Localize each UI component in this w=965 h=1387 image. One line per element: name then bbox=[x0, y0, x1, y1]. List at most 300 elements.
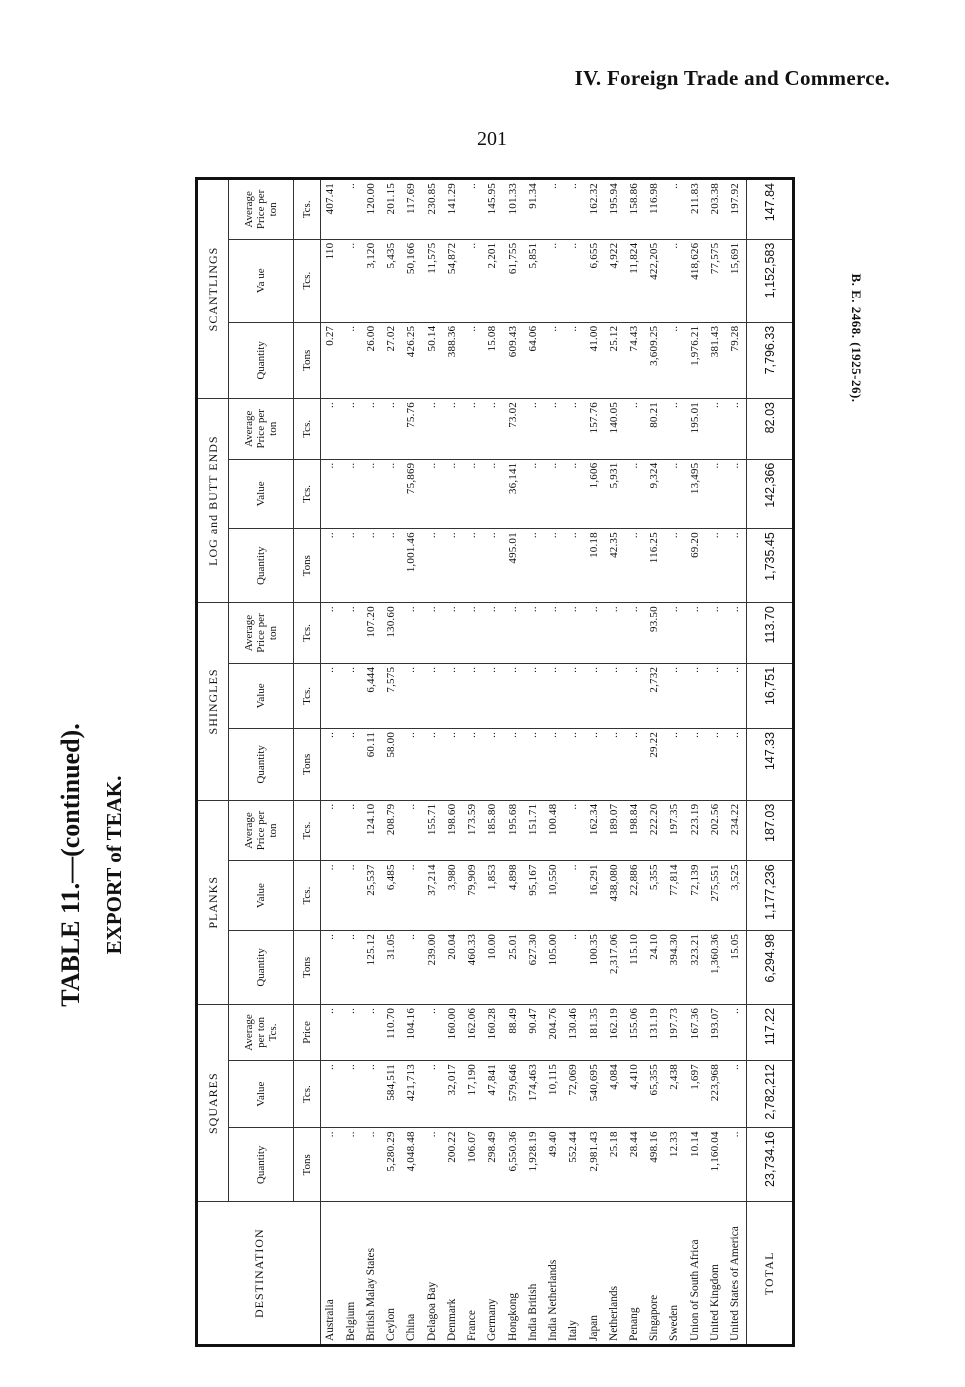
squares-price-cell: .. bbox=[422, 1004, 442, 1060]
table-title: TABLE 11.—(continued). bbox=[56, 723, 85, 1007]
scantlings-value-cell: 110 bbox=[321, 239, 342, 322]
shingles-quantity-cell: .. bbox=[584, 728, 604, 800]
shingles-value-cell: .. bbox=[463, 663, 483, 728]
log-quantity-cell: .. bbox=[341, 529, 361, 603]
value-header: Value bbox=[229, 459, 294, 529]
squares-value-cell: .. bbox=[422, 1061, 442, 1128]
log-value-cell: 36,141 bbox=[503, 459, 523, 529]
shingles-price-cell: 93.50 bbox=[645, 603, 665, 664]
table-row bbox=[645, 179, 665, 1346]
planks-price-cell: 124.10 bbox=[362, 800, 382, 861]
scantlings-value-cell: 2,201 bbox=[483, 239, 503, 322]
average-per-ton-header: Average per ton Tcs. bbox=[229, 1004, 294, 1060]
table-row bbox=[665, 179, 685, 1346]
squares-quantity-cell: .. bbox=[341, 1128, 361, 1202]
scantlings-price-cell: .. bbox=[341, 179, 361, 240]
table-row bbox=[362, 179, 382, 1346]
shingles-quantity-cell: .. bbox=[706, 728, 726, 800]
destination-cell: Penang bbox=[625, 1202, 645, 1346]
squares-value-cell: 540,695 bbox=[584, 1061, 604, 1128]
shingles-quantity-cell: 60.11 bbox=[362, 728, 382, 800]
log-quantity-cell: .. bbox=[706, 529, 726, 603]
squares-price-cell: 130.46 bbox=[564, 1004, 584, 1060]
shingles-price-cell: 130.60 bbox=[382, 603, 402, 664]
planks-price-cell: 162.34 bbox=[584, 800, 604, 861]
squares-value-cell: 1,697 bbox=[685, 1061, 705, 1128]
shingles-value-cell: .. bbox=[584, 663, 604, 728]
planks-quantity-cell: .. bbox=[321, 930, 342, 1004]
shingles-price-cell: .. bbox=[463, 603, 483, 664]
scantlings-price-cell: 116.98 bbox=[645, 179, 665, 240]
running-head: IV. Foreign Trade and Commerce. bbox=[574, 66, 890, 90]
total-planks-value: 1,177,236 bbox=[747, 861, 794, 931]
log-value-cell: 1,606 bbox=[584, 459, 604, 529]
log-value-cell: .. bbox=[726, 459, 747, 529]
log-price-cell: 157.76 bbox=[584, 399, 604, 460]
total-scantlings-value: 1,152,583 bbox=[747, 239, 794, 322]
shingles-price-cell: .. bbox=[523, 603, 543, 664]
planks-value-cell: 16,291 bbox=[584, 861, 604, 931]
average-price-header: Average Price per ton bbox=[229, 399, 294, 460]
log-quantity-cell: 10.18 bbox=[584, 529, 604, 603]
teak-export-table bbox=[195, 177, 795, 1347]
shingles-price-cell: .. bbox=[483, 603, 503, 664]
shingles-price-cell: .. bbox=[665, 603, 685, 664]
squares-price-cell: .. bbox=[341, 1004, 361, 1060]
log-value-cell: .. bbox=[443, 459, 463, 529]
destination-cell: Ceylon bbox=[382, 1202, 402, 1346]
table-subtitle: EXPORT of TEAK. bbox=[102, 775, 126, 955]
destination-cell: Germany bbox=[483, 1202, 503, 1346]
shingles-quantity-cell: .. bbox=[483, 728, 503, 800]
scantlings-value-cell: .. bbox=[463, 239, 483, 322]
planks-value-cell: .. bbox=[321, 861, 342, 931]
scantlings-price-cell: 201.15 bbox=[382, 179, 402, 240]
planks-quantity-cell: .. bbox=[341, 930, 361, 1004]
unit-tcs: Tcs. bbox=[294, 800, 321, 861]
log-quantity-cell: .. bbox=[544, 529, 564, 603]
table-row bbox=[402, 179, 422, 1346]
scantlings-value-cell: 11,575 bbox=[422, 239, 442, 322]
shingles-quantity-cell: .. bbox=[341, 728, 361, 800]
squares-price-cell: 110.70 bbox=[382, 1004, 402, 1060]
scantlings-value-cell: 61,755 bbox=[503, 239, 523, 322]
scantlings-quantity-cell: 426.25 bbox=[402, 322, 422, 398]
table-title-block bbox=[55, 655, 129, 1075]
table-row bbox=[604, 179, 624, 1346]
planks-value-cell: 438,080 bbox=[604, 861, 624, 931]
header-unit-row bbox=[294, 179, 321, 1346]
log-quantity-cell: 116.25 bbox=[645, 529, 665, 603]
unit-tcs: Tcs. bbox=[294, 179, 321, 240]
scantlings-value-cell: 422,205 bbox=[645, 239, 665, 322]
planks-price-cell: .. bbox=[564, 800, 584, 861]
squares-quantity-cell: 200.22 bbox=[443, 1128, 463, 1202]
total-log-value: 142,366 bbox=[747, 459, 794, 529]
scantlings-quantity-cell: 15.08 bbox=[483, 322, 503, 398]
teak-export-table-frame bbox=[195, 177, 795, 1347]
squares-quantity-cell: 106.07 bbox=[463, 1128, 483, 1202]
shingles-value-cell: .. bbox=[685, 663, 705, 728]
destination-cell: Sweden bbox=[665, 1202, 685, 1346]
planks-price-cell: 155.71 bbox=[422, 800, 442, 861]
squares-price-cell: 131.19 bbox=[645, 1004, 665, 1060]
average-price-header: Average Price per ton bbox=[229, 179, 294, 240]
log-value-cell: .. bbox=[625, 459, 645, 529]
planks-quantity-cell: .. bbox=[402, 930, 422, 1004]
scantlings-quantity-cell: 27.02 bbox=[382, 322, 402, 398]
scantlings-value-cell: .. bbox=[544, 239, 564, 322]
log-price-cell: .. bbox=[625, 399, 645, 460]
shingles-value-cell: .. bbox=[443, 663, 463, 728]
total-log-quantity: 1,735.45 bbox=[747, 529, 794, 603]
table-row bbox=[685, 179, 705, 1346]
shingles-value-cell: .. bbox=[604, 663, 624, 728]
scantlings-value-cell: 6,655 bbox=[584, 239, 604, 322]
log-quantity-cell: 42.35 bbox=[604, 529, 624, 603]
table-row bbox=[706, 179, 726, 1346]
planks-price-cell: 222.20 bbox=[645, 800, 665, 861]
scantlings-quantity-cell: .. bbox=[564, 322, 584, 398]
log-quantity-cell: 1,001.46 bbox=[402, 529, 422, 603]
planks-price-cell: .. bbox=[402, 800, 422, 861]
log-quantity-cell: .. bbox=[564, 529, 584, 603]
log-price-cell: 80.21 bbox=[645, 399, 665, 460]
log-value-cell: .. bbox=[341, 459, 361, 529]
squares-quantity-cell: 28.44 bbox=[625, 1128, 645, 1202]
log-price-cell: 195.01 bbox=[685, 399, 705, 460]
planks-price-cell: 208.79 bbox=[382, 800, 402, 861]
log-value-cell: .. bbox=[382, 459, 402, 529]
planks-value-cell: 77,814 bbox=[665, 861, 685, 931]
scantlings-quantity-cell: 388.36 bbox=[443, 322, 463, 398]
destination-cell: Belgium bbox=[341, 1202, 361, 1346]
planks-value-cell: 3,980 bbox=[443, 861, 463, 931]
planks-quantity-cell: 31.05 bbox=[382, 930, 402, 1004]
scantlings-value-cell: .. bbox=[341, 239, 361, 322]
scantlings-value-cell: 3,120 bbox=[362, 239, 382, 322]
scantlings-price-cell: 141.29 bbox=[443, 179, 463, 240]
shingles-value-cell: .. bbox=[503, 663, 523, 728]
log-price-cell: .. bbox=[483, 399, 503, 460]
shingles-value-cell: .. bbox=[523, 663, 543, 728]
scantlings-price-cell: 101.33 bbox=[503, 179, 523, 240]
scantlings-price-cell: 211.83 bbox=[685, 179, 705, 240]
shingles-value-cell: 2,732 bbox=[645, 663, 665, 728]
shingles-quantity-cell: .. bbox=[726, 728, 747, 800]
squares-price-cell: 204.76 bbox=[544, 1004, 564, 1060]
planks-value-cell: 3,525 bbox=[726, 861, 747, 931]
shingles-price-cell: .. bbox=[625, 603, 645, 664]
planks-quantity-cell: .. bbox=[564, 930, 584, 1004]
unit-tcs: Tcs. bbox=[294, 239, 321, 322]
planks-quantity-cell: 323.21 bbox=[685, 930, 705, 1004]
unit-tcs: Tcs. bbox=[294, 399, 321, 460]
shingles-price-cell: .. bbox=[726, 603, 747, 664]
planks-price-cell: 100.48 bbox=[544, 800, 564, 861]
shingles-value-cell: .. bbox=[483, 663, 503, 728]
total-shingles-value: 16,751 bbox=[747, 663, 794, 728]
scantlings-value-cell: 50,166 bbox=[402, 239, 422, 322]
shingles-price-cell: .. bbox=[706, 603, 726, 664]
scantlings-price-cell: .. bbox=[564, 179, 584, 240]
squares-price-cell: 162.06 bbox=[463, 1004, 483, 1060]
squares-value-cell: 4,084 bbox=[604, 1061, 624, 1128]
unit-tcs: Tcs. bbox=[294, 861, 321, 931]
destination-cell: France bbox=[463, 1202, 483, 1346]
planks-price-cell: 198.60 bbox=[443, 800, 463, 861]
scantlings-value-cell: 5,851 bbox=[523, 239, 543, 322]
header-sub-row bbox=[229, 179, 294, 1346]
scantlings-value-cell: .. bbox=[564, 239, 584, 322]
squares-price-cell: .. bbox=[362, 1004, 382, 1060]
planks-price-cell: 234.22 bbox=[726, 800, 747, 861]
squares-price-cell: 104.16 bbox=[402, 1004, 422, 1060]
page-number: 201 bbox=[477, 128, 507, 150]
unit-tcs: Tcs. bbox=[294, 663, 321, 728]
shingles-value-cell: 7,575 bbox=[382, 663, 402, 728]
shingles-value-cell: .. bbox=[321, 663, 342, 728]
unit-tcs: Tcs. bbox=[294, 459, 321, 529]
header-group-row bbox=[197, 179, 229, 1346]
scantlings-quantity-cell: .. bbox=[341, 322, 361, 398]
quantity-header: Quantity bbox=[229, 1128, 294, 1202]
shingles-price-cell: 107.20 bbox=[362, 603, 382, 664]
log-value-cell: .. bbox=[564, 459, 584, 529]
planks-price-cell: 151.71 bbox=[523, 800, 543, 861]
group-header-log-butt-ends: LOG and BUTT ENDS bbox=[197, 399, 229, 603]
planks-value-cell: 10,550 bbox=[544, 861, 564, 931]
destination-cell: Denmark bbox=[443, 1202, 463, 1346]
scantlings-quantity-cell: 609.43 bbox=[503, 322, 523, 398]
table-row bbox=[422, 179, 442, 1346]
planks-quantity-cell: 105.00 bbox=[544, 930, 564, 1004]
group-header-shingles: SHINGLES bbox=[197, 603, 229, 801]
shingles-price-cell: .. bbox=[604, 603, 624, 664]
shingles-value-cell: .. bbox=[665, 663, 685, 728]
destination-cell: Netherlands bbox=[604, 1202, 624, 1346]
squares-quantity-cell: 2,981.43 bbox=[584, 1128, 604, 1202]
group-header-planks: PLANKS bbox=[197, 800, 229, 1004]
planks-quantity-cell: 20.04 bbox=[443, 930, 463, 1004]
planks-value-cell: .. bbox=[341, 861, 361, 931]
log-price-cell: .. bbox=[564, 399, 584, 460]
scantlings-quantity-cell: 3,609.25 bbox=[645, 322, 665, 398]
log-quantity-cell: .. bbox=[523, 529, 543, 603]
scantlings-price-cell: .. bbox=[463, 179, 483, 240]
log-value-cell: .. bbox=[665, 459, 685, 529]
scantlings-quantity-cell: 64.06 bbox=[523, 322, 543, 398]
log-value-cell: .. bbox=[362, 459, 382, 529]
group-header-scantlings: SCANTLINGS bbox=[197, 179, 229, 399]
shingles-quantity-cell: .. bbox=[422, 728, 442, 800]
log-value-cell: .. bbox=[483, 459, 503, 529]
shingles-value-cell: 6,444 bbox=[362, 663, 382, 728]
squares-value-cell: 2,438 bbox=[665, 1061, 685, 1128]
log-price-cell: .. bbox=[422, 399, 442, 460]
scantlings-price-cell: 195.94 bbox=[604, 179, 624, 240]
total-label: TOTAL bbox=[747, 1202, 794, 1346]
squares-quantity-cell: 4,048.48 bbox=[402, 1128, 422, 1202]
destination-cell: Delagoa Bay bbox=[422, 1202, 442, 1346]
log-value-cell: .. bbox=[523, 459, 543, 529]
squares-price-cell: 162.19 bbox=[604, 1004, 624, 1060]
table-row bbox=[443, 179, 463, 1346]
log-quantity-cell: .. bbox=[422, 529, 442, 603]
log-price-cell: .. bbox=[523, 399, 543, 460]
total-log-price: 82.03 bbox=[747, 399, 794, 460]
quantity-header: Quantity bbox=[229, 930, 294, 1004]
squares-value-cell: 32,017 bbox=[443, 1061, 463, 1128]
scantlings-value-cell: 418,626 bbox=[685, 239, 705, 322]
value-header: Value bbox=[229, 861, 294, 931]
table-row bbox=[625, 179, 645, 1346]
value-header: Value bbox=[229, 1061, 294, 1128]
scantlings-quantity-cell: 25.12 bbox=[604, 322, 624, 398]
squares-price-cell: 193.07 bbox=[706, 1004, 726, 1060]
scantlings-value-cell: 11,824 bbox=[625, 239, 645, 322]
log-price-cell: .. bbox=[341, 399, 361, 460]
log-price-cell: 75.76 bbox=[402, 399, 422, 460]
shingles-price-cell: .. bbox=[584, 603, 604, 664]
shingles-price-cell: .. bbox=[544, 603, 564, 664]
total-planks-quantity: 6,294.98 bbox=[747, 930, 794, 1004]
planks-quantity-cell: 115.10 bbox=[625, 930, 645, 1004]
planks-price-cell: 223.19 bbox=[685, 800, 705, 861]
scantlings-price-cell: 197.92 bbox=[726, 179, 747, 240]
squares-quantity-cell: 552.44 bbox=[564, 1128, 584, 1202]
scantlings-price-cell: 91.34 bbox=[523, 179, 543, 240]
log-quantity-cell: .. bbox=[625, 529, 645, 603]
shingles-quantity-cell: .. bbox=[665, 728, 685, 800]
squares-value-cell: 223,968 bbox=[706, 1061, 726, 1128]
log-value-cell: .. bbox=[706, 459, 726, 529]
squares-value-cell: 17,190 bbox=[463, 1061, 483, 1128]
shingles-value-cell: .. bbox=[625, 663, 645, 728]
squares-quantity-cell: .. bbox=[321, 1128, 342, 1202]
log-quantity-cell: .. bbox=[382, 529, 402, 603]
unit-tons: Tons bbox=[294, 930, 321, 1004]
table-row bbox=[726, 179, 747, 1346]
total-shingles-price: 113.70 bbox=[747, 603, 794, 664]
log-price-cell: 140.05 bbox=[604, 399, 624, 460]
log-value-cell: 13,495 bbox=[685, 459, 705, 529]
shingles-price-cell: .. bbox=[685, 603, 705, 664]
shingles-price-cell: .. bbox=[341, 603, 361, 664]
planks-quantity-cell: 394.30 bbox=[665, 930, 685, 1004]
planks-price-cell: 173.59 bbox=[463, 800, 483, 861]
shingles-quantity-cell: .. bbox=[443, 728, 463, 800]
squares-quantity-cell: 25.18 bbox=[604, 1128, 624, 1202]
planks-price-cell: 198.84 bbox=[625, 800, 645, 861]
log-price-cell: .. bbox=[321, 399, 342, 460]
total-row bbox=[747, 179, 794, 1346]
log-price-cell: .. bbox=[665, 399, 685, 460]
destination-header: DESTINATION bbox=[197, 1202, 321, 1346]
squares-quantity-cell: 49.40 bbox=[544, 1128, 564, 1202]
planks-quantity-cell: 125.12 bbox=[362, 930, 382, 1004]
planks-price-cell: .. bbox=[321, 800, 342, 861]
log-value-cell: .. bbox=[422, 459, 442, 529]
scantlings-quantity-cell: 74.43 bbox=[625, 322, 645, 398]
table-body bbox=[321, 179, 747, 1346]
scantlings-value-cell: 77,575 bbox=[706, 239, 726, 322]
scantlings-price-cell: 117.69 bbox=[402, 179, 422, 240]
destination-cell: United States of America bbox=[726, 1202, 747, 1346]
shingles-quantity-cell: .. bbox=[564, 728, 584, 800]
scantlings-price-cell: .. bbox=[544, 179, 564, 240]
planks-quantity-cell: 1,360.36 bbox=[706, 930, 726, 1004]
squares-quantity-cell: 1,928.19 bbox=[523, 1128, 543, 1202]
shingles-value-cell: .. bbox=[422, 663, 442, 728]
destination-cell: British Malay States bbox=[362, 1202, 382, 1346]
table-row bbox=[523, 179, 543, 1346]
log-value-cell: .. bbox=[544, 459, 564, 529]
planks-value-cell: 275,551 bbox=[706, 861, 726, 931]
destination-cell: China bbox=[402, 1202, 422, 1346]
log-quantity-cell: 69.20 bbox=[685, 529, 705, 603]
scantlings-value-cell: 5,435 bbox=[382, 239, 402, 322]
squares-quantity-cell: .. bbox=[422, 1128, 442, 1202]
destination-cell: Union of South Africa bbox=[685, 1202, 705, 1346]
shingles-quantity-cell: .. bbox=[503, 728, 523, 800]
planks-quantity-cell: 239.00 bbox=[422, 930, 442, 1004]
planks-value-cell: 4,898 bbox=[503, 861, 523, 931]
shingles-price-cell: .. bbox=[443, 603, 463, 664]
total-squares-price: 117.22 bbox=[747, 1004, 794, 1060]
squares-price-cell: 197.73 bbox=[665, 1004, 685, 1060]
shingles-quantity-cell: .. bbox=[544, 728, 564, 800]
planks-quantity-cell: 25.01 bbox=[503, 930, 523, 1004]
planks-value-cell: .. bbox=[564, 861, 584, 931]
planks-value-cell: 72,139 bbox=[685, 861, 705, 931]
scantlings-quantity-cell: 41.00 bbox=[584, 322, 604, 398]
scantlings-value-cell: .. bbox=[665, 239, 685, 322]
unit-tcs: Tcs. bbox=[294, 603, 321, 664]
squares-quantity-cell: .. bbox=[362, 1128, 382, 1202]
squares-value-cell: 421,713 bbox=[402, 1061, 422, 1128]
shingles-price-cell: .. bbox=[321, 603, 342, 664]
quantity-header: Quantity bbox=[229, 529, 294, 603]
squares-value-cell: .. bbox=[341, 1061, 361, 1128]
planks-value-cell: 95,167 bbox=[523, 861, 543, 931]
shingles-price-cell: .. bbox=[422, 603, 442, 664]
planks-quantity-cell: 2,317.06 bbox=[604, 930, 624, 1004]
log-quantity-cell: .. bbox=[665, 529, 685, 603]
shingles-quantity-cell: .. bbox=[402, 728, 422, 800]
shingles-value-cell: .. bbox=[341, 663, 361, 728]
log-value-cell: 5,931 bbox=[604, 459, 624, 529]
scantlings-quantity-cell: .. bbox=[544, 322, 564, 398]
value-header: Va ue bbox=[229, 239, 294, 322]
shingles-value-cell: .. bbox=[726, 663, 747, 728]
reference-block bbox=[836, 200, 876, 480]
table-row bbox=[584, 179, 604, 1346]
average-price-header: Average Price per ton bbox=[229, 800, 294, 861]
scantlings-price-cell: 158.86 bbox=[625, 179, 645, 240]
planks-value-cell: 22,886 bbox=[625, 861, 645, 931]
log-quantity-cell: .. bbox=[443, 529, 463, 603]
total-planks-price: 187.03 bbox=[747, 800, 794, 861]
reference-label: B. E. 2468. (1925-26). bbox=[849, 273, 864, 403]
table-row bbox=[321, 179, 342, 1346]
shingles-quantity-cell: .. bbox=[523, 728, 543, 800]
scantlings-price-cell: 145.95 bbox=[483, 179, 503, 240]
shingles-quantity-cell: 29.22 bbox=[645, 728, 665, 800]
scantlings-quantity-cell: .. bbox=[463, 322, 483, 398]
scantlings-quantity-cell: 381.43 bbox=[706, 322, 726, 398]
shingles-quantity-cell: .. bbox=[604, 728, 624, 800]
